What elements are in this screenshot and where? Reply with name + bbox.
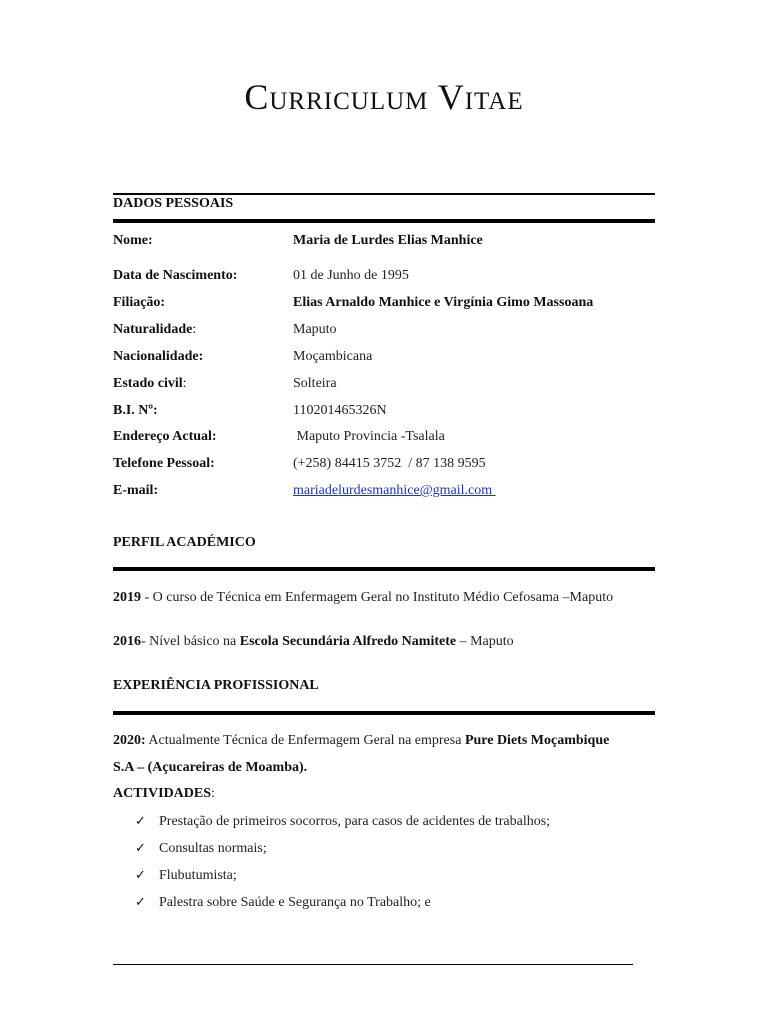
checkmark-icon: ✓ [135, 867, 146, 882]
field-label: Data de Nascimento: [113, 268, 238, 283]
activity-text: Flubutumista; [159, 868, 237, 883]
field-value: Solteira [293, 376, 337, 391]
experience-text: Actualmente Técnica de Enfermagem Geral na empresa [145, 733, 465, 748]
academic-text: – Maputo [456, 634, 514, 649]
email-link[interactable]: mariadelurdesmanhice@gmail.com [293, 483, 496, 498]
field-value: Maputo [293, 322, 337, 337]
field-value: 110201465326N [293, 403, 387, 418]
checkmark-icon: ✓ [135, 813, 146, 828]
section-rule-bottom [113, 219, 655, 223]
activity-text: Consultas normais; [159, 841, 267, 856]
section-rule [113, 567, 655, 571]
academic-text: - O curso de Técnica em Enfermagem Geral no Instituto Médio Cefosama –Maputo [141, 590, 614, 605]
section-heading-perfil-academico: PERFIL ACADÉMICO [113, 535, 256, 550]
academic-year: 2019 [113, 590, 141, 605]
activity-text: Palestra sobre Saúde e Segurança no Trabalho; e [159, 895, 431, 910]
activities-label: ACTIVIDADES [113, 786, 212, 801]
checkmark-icon: ✓ [135, 894, 146, 909]
section-rule-top [113, 193, 655, 195]
section-heading-dados-pessoais: DADOS PESSOAIS [113, 196, 234, 211]
field-value: Maputo Provincia -Tsalala [293, 429, 445, 444]
activity-item [135, 893, 431, 912]
experience-year: 2020: [113, 733, 146, 748]
document-title: Curriculum Vitae [244, 77, 524, 117]
field-label: Endereço Actual: [113, 429, 217, 444]
academic-entry-2019 [113, 589, 673, 607]
field-label: Estado civil: [113, 376, 187, 391]
activity-item [135, 812, 550, 831]
field-value: Moçambicana [293, 349, 373, 364]
academic-school: Escola Secundária Alfredo Namitete [239, 634, 457, 649]
section-heading-experiencia: EXPERIÊNCIA PROFISSIONAL [113, 678, 319, 693]
field-label: Nome: [113, 233, 153, 248]
experience-company-suffix: S.A – (Açucareiras de Moamba). [113, 760, 308, 775]
field-value: Maria de Lurdes Elias Manhice [293, 233, 483, 248]
field-label: Naturalidade: [113, 322, 197, 337]
field-label: Telefone Pessoal: [113, 456, 215, 471]
activity-item [135, 839, 267, 858]
footer-rule [113, 964, 633, 965]
academic-year: 2016 [113, 634, 141, 649]
experience-entry [113, 732, 673, 750]
experience-company: Pure Diets Moçambique [464, 733, 610, 748]
experience-company-line2 [113, 759, 673, 777]
academic-entry-2016 [113, 633, 673, 651]
section-rule [113, 711, 655, 715]
activity-text: Prestação de primeiros socorros, para casos de acidentes de trabalhos; [159, 814, 551, 829]
field-label: B.I. Nº: [113, 403, 158, 418]
field-label: E-mail: [113, 483, 159, 498]
checkmark-icon: ✓ [135, 840, 146, 855]
field-value: Elias Arnaldo Manhice e Virgínia Gimo Massoana [293, 295, 594, 310]
academic-text: - Nível básico na [141, 634, 240, 649]
field-value: 01 de Junho de 1995 [293, 268, 409, 283]
activities-heading: ACTIVIDADES: [113, 786, 215, 801]
field-label: Filiação: [113, 295, 166, 310]
field-label: Nacionalidade: [113, 349, 204, 364]
field-value: (+258) 84415 3752 / 87 138 9595 [293, 456, 486, 471]
activity-item [135, 866, 237, 885]
